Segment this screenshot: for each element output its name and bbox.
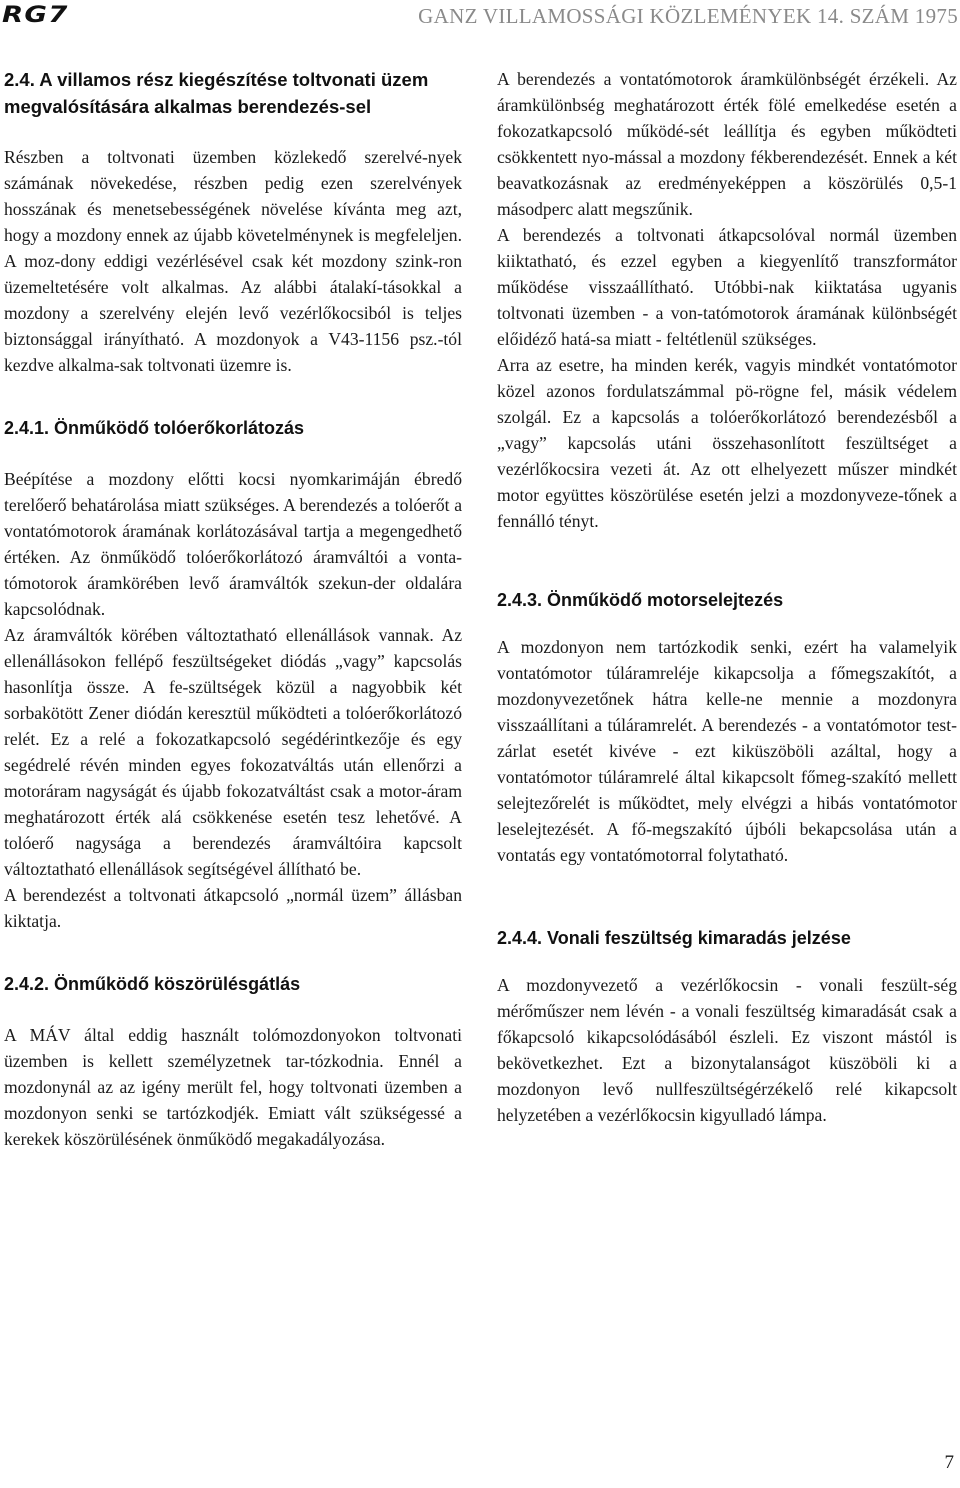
section-2-4-1-paragraph-3: A berendezést a toltvonati átkapcsoló „normál üzem” állásban kiktatja.: [4, 885, 462, 931]
right-column: [497, 66, 957, 1128]
page-number: 7: [944, 1452, 954, 1473]
section-2-4-2-paragraph-1: A MÁV által eddig használt tolómozdonyokon toltvonati üzemben is kellett személyzetnek tar-tózkodnia. Ennél a mozdonynál az az igény merült fel, hogy toltvonati üzemben a mozdonyon senki se tartózkodjék. Emiatt vált szükségessé a kerekek köszörülésének önműködő megakadályozása.: [4, 1025, 462, 1149]
section-2-4-1-paragraph-1: Beépítése a mozdony előtti kocsi nyomkarimáján ébredő terelőerő behatárolása miatt szükséges. A berendezés a tolóerőt a vontatómotorok áramának korlátozásával tartja a megengedhető értéken. Az önműködő tolóerőkorlátozó áramváltói a vonta-tómotorok áramkörében levő áramváltók szekun-der oldalára kapcsolódnak.: [4, 469, 462, 619]
continued-paragraph-2: A berendezés a toltvonati átkapcsolóval normál üzemben kiiktatható, és ezzel egyben a kiegyenlítő transzformátor működése visszaállítható. Utóbbi-nak kiiktatása ugyanis toltvonati üzemben - a von-tatómotorok áramának különbségét előidéző hatá-sa miatt - feltétlenül szükséges.: [497, 225, 957, 349]
section-2-4-4-heading: 2.4.4. Vonali feszültség kimaradás jelzése: [497, 928, 851, 948]
section-2-4-paragraph-1: Részben a toltvonati üzemben közlekedő szerelvé-nyek számának növekedése, részben pedig ezen szerelvények hosszának és menetsebességének növelése kívánta meg azt, hogy a mozdony ennek az újabb követelménynek is megfeleljen. A moz-dony eddigi vezérlésével csak két mozdony szink-ron üzemeltetésére volt alkalmas. Az alábbi átalakí-tásokkal a mozdony a szerelvény elején levő vezérlőkocsiból is teljes biztonsággal irányítható. A mozdonyok a V43-1156 psz.-tól kezdve alkalma-sak toltvonati üzemre is.: [4, 147, 462, 375]
continued-paragraph-1: A berendezés a vontatómotorok áramkülönbségét érzékeli. Az áramkülönbség meghatározott érték fölé emelkedése esetén a fokozatkapcsoló működé-sét leállítja és egyben működteti csökkentett nyo-mással a mozdony fékberendezését. Ennek a két beavatkozásnak az eredményeképpen a köszörülés 0,5-1 másodperc alatt megszűnik.: [497, 69, 957, 219]
section-2-4-1: [4, 416, 462, 934]
section-2-4-4: [497, 926, 957, 1128]
section-2-4-2-heading: 2.4.2. Önműködő köszörülésgátlás: [4, 974, 301, 994]
section-2-4-heading: 2.4. A villamos rész kiegészítése toltvonati üzem megvalósítására alkalmas berendezés-sel: [4, 69, 429, 117]
section-2-4-1-heading: 2.4.1. Önműködő tolóerőkorlátozás: [4, 418, 305, 438]
page-header: [0, 0, 960, 40]
section-2-4-2-continued: [497, 66, 957, 534]
continued-paragraph-3: Arra az esetre, ha minden kerék, vagyis mindkét vontatómotor közel azonos fordulatszámmal pö-rögne fel, másik védelem szolgál. Ez a kapcsolás a tolóerőkorlátozó berendezésből a „vagy” kapcsolás utáni összehasonlított feszültséget a vezérlőkocsira vezeti át. Az ott elhelyezett műszer mindkét motor együttes köszörülése esetén jelzi a mozdonyveze-tőnek a fennálló tényt.: [497, 355, 957, 531]
section-2-4-3-paragraph-1: A mozdonyon nem tartózkodik senki, ezért ha valamelyik vontatómotor túláramreléje kikapcsolja a főmegszakítót, a mozdonyvezetőnek hátra kelle-ne mennie a mozdonyra visszaállítani a túláramrelét. A berendezés - a vontatómotor test-zárlat esetét kivéve - ezt kiküszöböli azáltal, hogy a vontatómotor túláramrelé által kikapcsolt főmeg-szakító mellett selejtezőrelét is működtet, mely elvégzi a hibás vontatómotor leselejtezését. A fő-megszakító újbóli bekapcsolása után a vontatás egy vontatómotorral folytatható.: [497, 637, 957, 865]
journal-logo: RG7: [2, 3, 69, 28]
section-2-4-3-heading: 2.4.3. Önműködő motorselejtezés: [497, 590, 784, 610]
left-column: [4, 66, 462, 1152]
section-2-4-4-paragraph-1: A mozdonyvezető a vezérlőkocsin - vonali feszült-ség mérőműszer nem lévén - a vonali feszültség kimaradását csak a főkapcsoló kikapcsolódásából észleli. Ez viszont mástól is bekövetkezhet. Ezt a bizonytalanságot küszöböli ki a mozdonyon levő nullfeszültségérzékelő relé kikapcsolt helyzetében a vezérlőkocsin kigyulladó lámpa.: [497, 975, 957, 1125]
section-2-4: [4, 66, 462, 378]
journal-title: GANZ VILLAMOSSÁGI KÖZLEMÉNYEK 14. SZÁM 1975: [418, 4, 958, 28]
section-2-4-3: [497, 588, 957, 868]
section-2-4-1-paragraph-2: Az áramváltók körében változtatható ellenállások vannak. Az ellenállásokon fellépő feszültségeket diódás „vagy” kapcsolás hasonlítja össze. A fe-szültségek közül a nagyobbik két sorbakötött Zener diódán keresztül működteti a tolóerőkorlátozó relét. Ez a relé a fokozatkapcsoló segédérintkezője és egy segédrelé révén minden egyes fokozatváltás után ellenőrzi a motoráram nagyságát és újabb fokozatváltást csak a motor-áram meghatározott érték alá csökkenése esetén tesz lehetővé. A tolóerő nagysága a berendezés áramváltóira kapcsolt változtatható ellenállások segítségével állítható be.: [4, 625, 462, 879]
section-2-4-2: [4, 972, 462, 1152]
